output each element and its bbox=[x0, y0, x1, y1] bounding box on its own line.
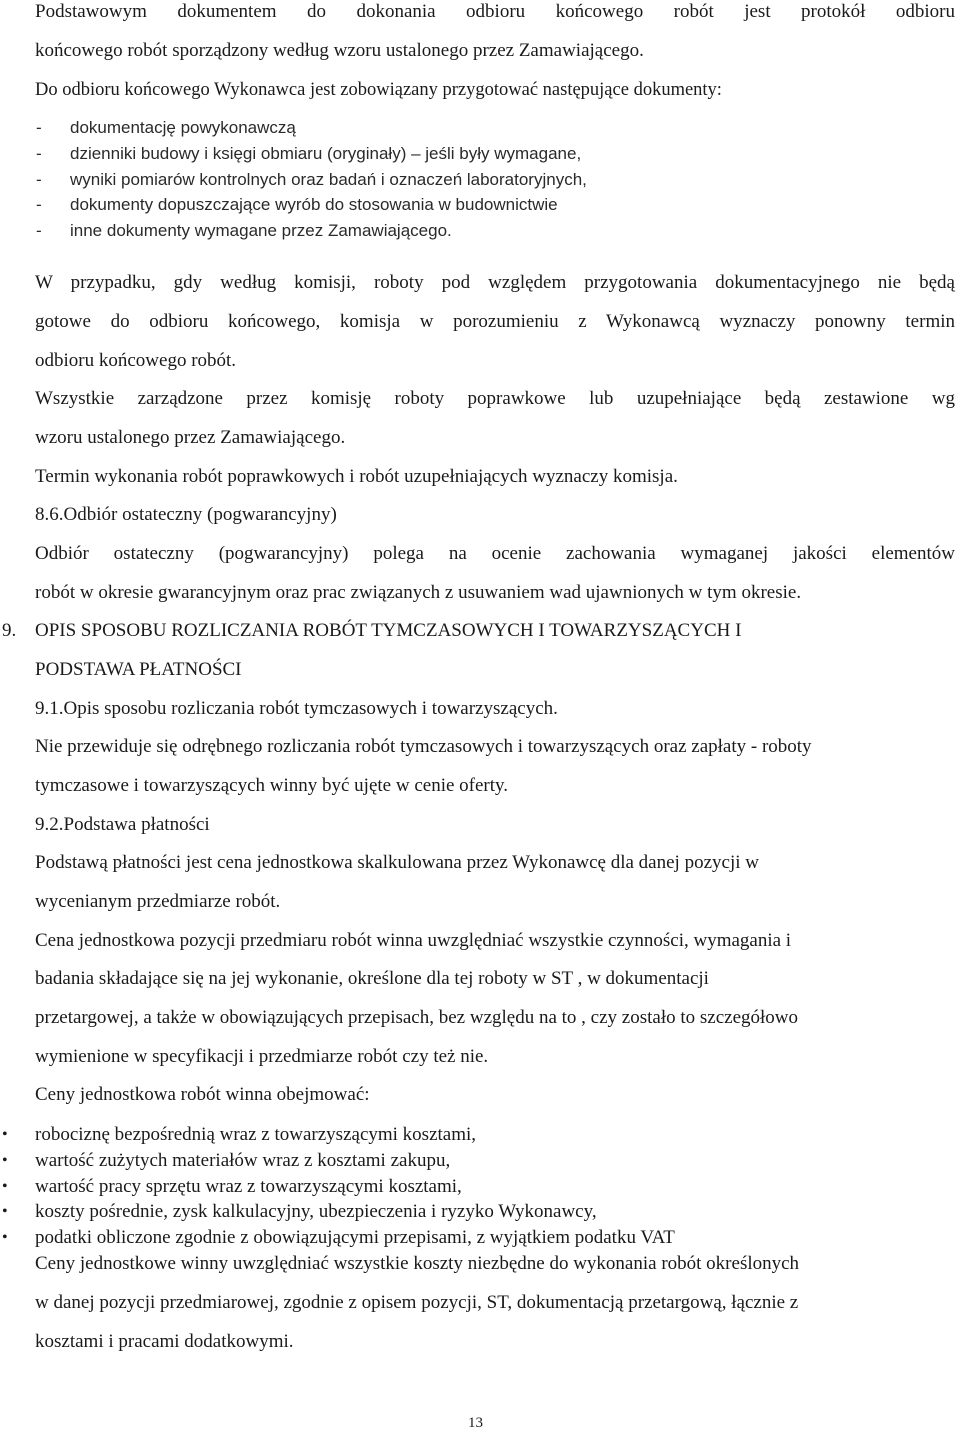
list-item: dokumenty dopuszczające wyrób do stosowania w budownictwie bbox=[70, 195, 558, 214]
paragraph-line: Nie przewiduje się odrębnego rozliczania robót tymczasowych i towarzyszących oraz zapłaty - roboty bbox=[35, 736, 812, 757]
section-heading-8-6: 8.6.Odbiór ostateczny (pogwarancyjny) bbox=[35, 504, 337, 525]
paragraph-line: tymczasowe i towarzyszących winny być ujęte w cenie oferty. bbox=[35, 775, 509, 796]
section-heading-9-2: 9.2.Podstawa płatności bbox=[35, 814, 210, 835]
paragraph-line: wzoru ustalonego przez Zamawiającego. bbox=[35, 427, 346, 448]
bullet-icon: • bbox=[2, 1178, 8, 1195]
list-item: dzienniki budowy i księgi obmiaru (oryginały) – jeśli były wymagane, bbox=[70, 144, 582, 163]
paragraph-line: przetargowej, a także w obowiązujących przepisach, bez względu na to , czy zostało to szczegółowo bbox=[35, 1007, 799, 1028]
paragraph-line: odbioru końcowego robót. bbox=[35, 350, 237, 371]
list-item: wartość pracy sprzętu wraz z towarzyszącymi kosztami, bbox=[35, 1176, 462, 1197]
list-dash: - bbox=[36, 221, 42, 240]
bullet-icon: • bbox=[2, 1203, 8, 1220]
paragraph-line: kosztami i pracami dodatkowymi. bbox=[35, 1331, 294, 1352]
list-dash: - bbox=[36, 144, 42, 163]
paragraph-line: robót w okresie gwarancyjnym oraz prac związanych z usuwaniem wad ujawnionych w tym okresie. bbox=[35, 582, 802, 603]
section-number-9: 9. bbox=[2, 620, 17, 641]
list-item: robociznę bezpośrednią wraz z towarzyszącymi kosztami, bbox=[35, 1124, 477, 1145]
paragraph-line: Ceny jednostkowe winny uwzględniać wszystkie koszty niezbędne do wykonania robót określonych bbox=[35, 1253, 800, 1274]
page-number: 13 bbox=[468, 1415, 483, 1431]
paragraph-line: W przypadku, gdy według komisji, roboty pod względem przygotowania dokumentacyjnego nie będą bbox=[35, 272, 955, 293]
bullet-icon: • bbox=[2, 1152, 8, 1169]
list-dash: - bbox=[36, 170, 42, 189]
bullet-icon: • bbox=[2, 1126, 8, 1143]
list-item: podatki obliczone zgodnie z obowiązującymi przepisami, z wyjątkiem podatku VAT bbox=[35, 1227, 675, 1248]
list-item: wartość zużytych materiałów wraz z kosztami zakupu, bbox=[35, 1150, 451, 1171]
paragraph-line: gotowe do odbioru końcowego, komisja w porozumieniu z Wykonawcą wyznaczy ponowny termin bbox=[35, 311, 955, 332]
paragraph-line: wymienione w specyfikacji i przedmiarze robót czy też nie. bbox=[35, 1046, 489, 1067]
paragraph-line: Do odbioru końcowego Wykonawca jest zobowiązany przygotować następujące dokumenty: bbox=[35, 80, 722, 100]
list-item: wyniki pomiarów kontrolnych oraz badań i oznaczeń laboratoryjnych, bbox=[70, 170, 587, 189]
paragraph-line: badania składające się na jej wykonanie, określone dla tej roboty w ST , w dokumentacji bbox=[35, 968, 709, 989]
paragraph-line: Podstawowym dokumentem do dokonania odbioru końcowego robót jest protokół odbioru bbox=[35, 1, 955, 22]
paragraph-line: Cena jednostkowa pozycji przedmiaru robót winna uwzględniać wszystkie czynności, wymagania i bbox=[35, 930, 792, 951]
list-item: dokumentację powykonawczą bbox=[70, 118, 296, 137]
list-dash: - bbox=[36, 195, 42, 214]
list-item: koszty pośrednie, zysk kalkulacyjny, ubezpieczenia i ryzyko Wykonawcy, bbox=[35, 1201, 597, 1222]
bullet-icon: • bbox=[2, 1229, 8, 1246]
paragraph-line: Termin wykonania robót poprawkowych i robót uzupełniających wyznaczy komisja. bbox=[35, 466, 678, 487]
paragraph-line: Odbiór ostateczny (pogwarancyjny) polega na ocenie zachowania wymaganej jakości elementów bbox=[35, 543, 955, 564]
section-heading-9-1: 9.1.Opis sposobu rozliczania robót tymczasowych i towarzyszących. bbox=[35, 698, 558, 719]
paragraph-line: końcowego robót sporządzony według wzoru ustalonego przez Zamawiającego. bbox=[35, 40, 644, 61]
paragraph-line: Podstawą płatności jest cena jednostkowa skalkulowana przez Wykonawcę dla danej pozycji w bbox=[35, 852, 759, 873]
section-heading-9: OPIS SPOSOBU ROZLICZANIA ROBÓT TYMCZASOWYCH I TOWARZYSZĄCYCH I bbox=[35, 620, 742, 641]
list-item: inne dokumenty wymagane przez Zamawiającego. bbox=[70, 221, 452, 240]
list-dash: - bbox=[36, 118, 42, 137]
paragraph-line: wycenianym przedmiarze robót. bbox=[35, 891, 281, 912]
paragraph-line: Wszystkie zarządzone przez komisję roboty poprawkowe lub uzupełniające będą zestawione wg bbox=[35, 388, 955, 409]
paragraph-line: Ceny jednostkowa robót winna obejmować: bbox=[35, 1084, 370, 1105]
section-heading-9-cont: PODSTAWA PŁATNOŚCI bbox=[35, 659, 242, 680]
paragraph-line: w danej pozycji przedmiarowej, zgodnie z opisem pozycji, ST, dokumentacją przetargową, łącznie z bbox=[35, 1292, 799, 1313]
